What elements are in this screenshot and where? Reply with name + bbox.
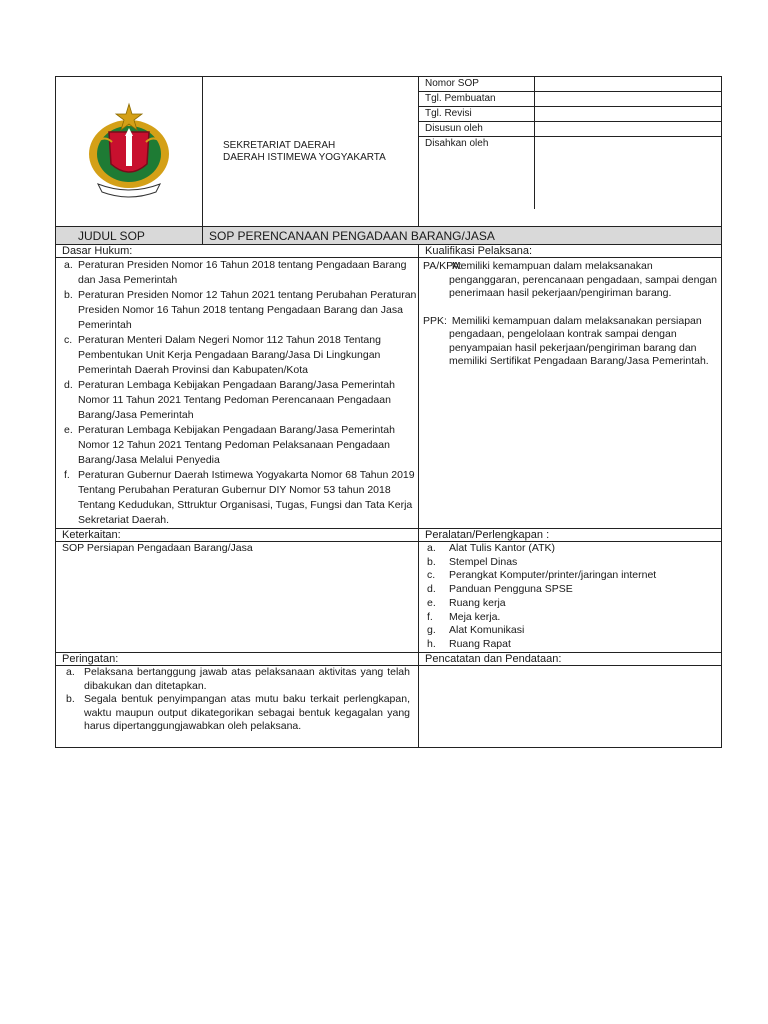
peringatan-body: [56, 666, 419, 748]
org-title-cell: [203, 77, 419, 227]
list-item: d. Panduan Pengguna SPSE: [427, 583, 573, 596]
meta-row: [419, 77, 721, 92]
list-item: c. Perangkat Komputer/printer/jaringan internet: [427, 569, 657, 582]
kualifikasi-heading: Kualifikasi Pelaksana:: [419, 245, 722, 258]
list-item: d. Peraturan Lembaga Kebijakan Pengadaan Barang/Jasa Pemerintah Nomor 11 Tahun 2021 Tentang Pedoman Perencanaan Pengadaan Barang/Jasa Pemerintah: [64, 379, 395, 421]
meta-label: Tgl. Pembuatan: [419, 92, 535, 107]
section-body-row: [56, 542, 722, 653]
org-name-line2: DAERAH ISTIMEWA YOGYAKARTA: [223, 151, 386, 163]
section-heading-row: [56, 529, 722, 542]
list-item: e. Peraturan Lembaga Kebijakan Pengadaan Barang/Jasa Pemerintah Nomor 12 Tahun 2021 Tentang Pedoman Pelaksanaan Pengadaan Barang/Jasa Melalui Penyedia: [64, 424, 395, 466]
section-heading-row: [56, 653, 722, 666]
meta-label: Disahkan oleh: [419, 137, 535, 210]
meta-value: [535, 107, 722, 122]
list-item: a. Peraturan Presiden Nomor 16 Tahun 2018 tentang Pengadaan Barang dan Jasa Pemerintah: [64, 259, 407, 286]
meta-row: [419, 137, 721, 210]
list-item: e. Ruang kerja: [427, 596, 506, 609]
diy-emblem-icon: [84, 84, 174, 214]
kualifikasi-item: PPK: Memiliki kemampuan dalam melaksanakan persiapan pengadaan, pengelolaan kontrak sampai dengan penyampaian hasil pekerjaan/pengiriman barang dan memiliki Sertifikat Pengadaan Barang/Jasa Pemerintah.: [423, 314, 709, 367]
meta-label: Tgl. Revisi: [419, 107, 535, 122]
list-item: a. Pelaksana bertanggung jawab atas pelaksanaan aktivitas yang telah dibakukan dan ditetapkan.: [66, 666, 410, 692]
judul-label: JUDUL SOP: [56, 227, 203, 245]
judul-row: [56, 227, 722, 245]
meta-value: [535, 137, 722, 210]
meta-label: Disusun oleh: [419, 122, 535, 137]
keterkaitan-text: SOP Persiapan Pengadaan Barang/Jasa: [62, 542, 253, 554]
list-item: a. Alat Tulis Kantor (ATK): [427, 542, 556, 554]
peralatan-list: [419, 542, 721, 652]
section-heading-row: [56, 245, 722, 258]
peringatan-list: [56, 666, 418, 734]
peralatan-body: [419, 542, 722, 653]
pencatatan-body: [419, 666, 722, 748]
list-item: g. Alat Komunikasi: [427, 624, 525, 637]
meta-value: [535, 122, 722, 137]
sop-document: [55, 76, 722, 748]
dasar-hukum-list: [56, 258, 418, 528]
dasar-hukum-heading: Dasar Hukum:: [56, 245, 419, 258]
judul-value: SOP PERENCANAAN PENGADAAN BARANG/JASA: [203, 227, 722, 245]
dasar-hukum-body: [56, 258, 419, 529]
keterkaitan-heading: Keterkaitan:: [56, 529, 419, 542]
section-body-row: [56, 666, 722, 748]
kualifikasi-item: PA/KPA: Memiliki kemampuan dalam melaksanakan penganggaran, perencanaan pengadaan, sampai dengan penerimaan hasil pekerjaan/pengiriman barang.: [423, 260, 717, 299]
meta-value: [535, 92, 722, 107]
meta-row: [419, 122, 721, 137]
meta-cell: [419, 77, 722, 227]
logo-cell: [56, 77, 203, 227]
peralatan-heading: Peralatan/Perlengkapan :: [419, 529, 722, 542]
sop-table: [55, 76, 722, 748]
peringatan-heading: Peringatan:: [56, 653, 419, 666]
list-item: b. Peraturan Presiden Nomor 12 Tahun 2021 tentang Perubahan Peraturan Presiden Nomor 16 Tahun 2018 tentang Pengadaan Barang dan Jasa Pemerintah: [64, 289, 417, 331]
meta-label: Nomor SOP: [419, 77, 535, 92]
meta-value: [535, 77, 722, 92]
keterkaitan-body: [56, 542, 419, 653]
pencatatan-heading: Pencatatan dan Pendataan:: [419, 653, 722, 666]
list-item: c. Peraturan Menteri Dalam Negeri Nomor 112 Tahun 2018 Tentang Pembentukan Unit Kerja Pengadaan Barang/Jasa Di Lingkungan Pemerintah Daerah Provinsi dan Kabupaten/Kota: [64, 334, 381, 376]
meta-table: [419, 77, 721, 209]
list-item: f. Meja kerja.: [427, 610, 501, 623]
kualifikasi-body: [419, 258, 722, 529]
list-item: f. Peraturan Gubernur Daerah Istimewa Yogyakarta Nomor 68 Tahun 2019 Tentang Perubahan Peraturan Gubernur DIY Nomor 53 tahun 2018 Tentang Kedudukan, Sttruktur Organisasi, Tugas, Fungsi dan Tata Kerja Sekretariat Daerah.: [64, 469, 415, 526]
list-item: h. Ruang Rapat: [427, 637, 511, 650]
meta-row: [419, 92, 721, 107]
org-name-line1: SEKRETARIAT DAERAH: [223, 139, 336, 151]
list-item: b. Stempel Dinas: [427, 555, 518, 568]
kualifikasi-list: [419, 258, 721, 369]
section-body-row: [56, 258, 722, 529]
meta-row: [419, 107, 721, 122]
list-item: b. Segala bentuk penyimpangan atas mutu baku terkait perlengkapan, waktu maupun output dikategorikan sebagai bentuk kegagalan yang harus dipertanggungjawabkan oleh pelaksana.: [66, 693, 410, 732]
